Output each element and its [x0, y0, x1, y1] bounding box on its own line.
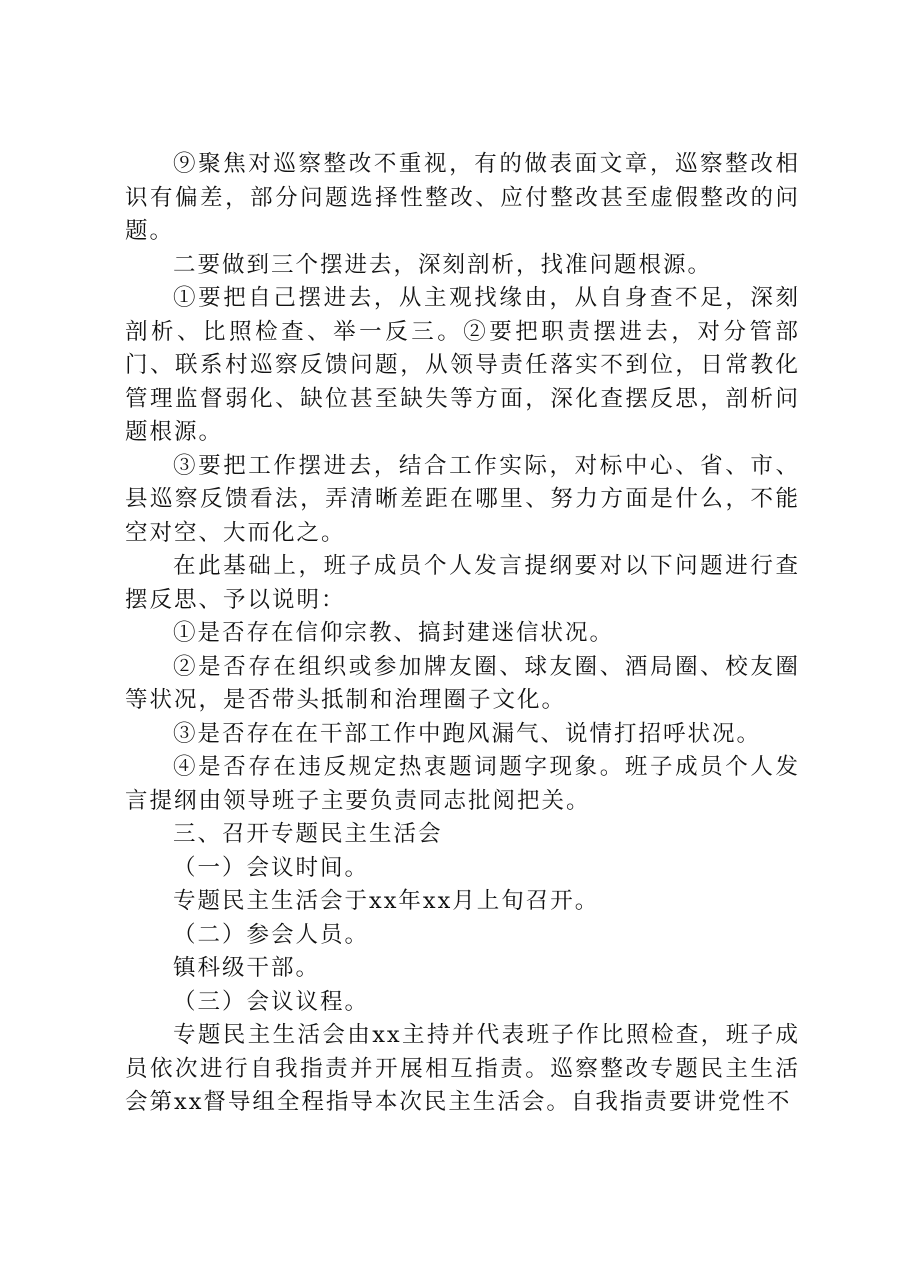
paragraph-meeting-time: 专题民主生活会于xx年xx月上旬召开。 — [173, 888, 600, 914]
paragraph-rectification-focus-9: ⑨聚焦对巡察整改不重视，有的做表面文章，巡察整改相识有偏差，部分问题选择性整改、应付整改甚至虚假整改的问题。 — [125, 151, 800, 244]
paragraph-item-3-leaks: ③是否存在在干部工作中跑风漏气、说情打招呼状况。 — [173, 720, 762, 747]
paragraph-three-put-in: 二要做到三个摆进去，深刻剖析，找准问题根源。 — [173, 251, 713, 278]
subheading-meeting-time: （一）会议时间。 — [173, 854, 370, 881]
paragraph-item-4-inscriptions: ④是否存在违反规定热衷题词题字现象。班子成员个人发言提纲由领导班子主要负责同志批阅把关。 — [125, 754, 800, 814]
subheading-agenda: （三）会议议程。 — [173, 988, 370, 1015]
paragraph-agenda: 专题民主生活会由xx主持并代表班子作比照检查，班子成员依次进行自我指责并开展相互指责。巡察整改专题民主生活会第xx督导组全程指导本次民主生活会。自我指责要讲党性不 — [125, 1022, 800, 1115]
section-heading-3: 三、召开专题民主生活会 — [173, 821, 443, 847]
document-body — [125, 148, 800, 1120]
paragraph-item-2-circles: ②是否存在组织或参加牌友圈、球友圈、酒局圈、校友圈等状况，是否带头抵制和治理圈子文化。 — [125, 653, 800, 713]
paragraph-on-this-basis: 在此基础上，班子成员个人发言提纲要对以下问题进行查摆反思、予以说明： — [125, 553, 800, 613]
subheading-attendees: （二）参会人员。 — [173, 921, 370, 948]
paragraph-item-1-religion: ①是否存在信仰宗教、搞封建迷信状况。 — [173, 620, 615, 646]
paragraph-attendees: 镇科级干部。 — [173, 955, 321, 981]
paragraph-work: ③要把工作摆进去，结合工作实际，对标中心、省、市、县巡察反馈看法，弄清晰差距在哪里、努力方面是什么，不能空对空、大而化之。 — [125, 452, 800, 546]
paragraph-self-and-duty: ①要把自己摆进去，从主观找缘由，从自身查不足，深刻剖析、比照检查、举一反三。②要把职责摆进去，对分管部门、联系村巡察反馈问题，从领导责任落实不到位，日常教化管理监督弱化、缺位甚至缺失等方面，深化查摆反思，剖析问题根源。 — [125, 285, 800, 445]
